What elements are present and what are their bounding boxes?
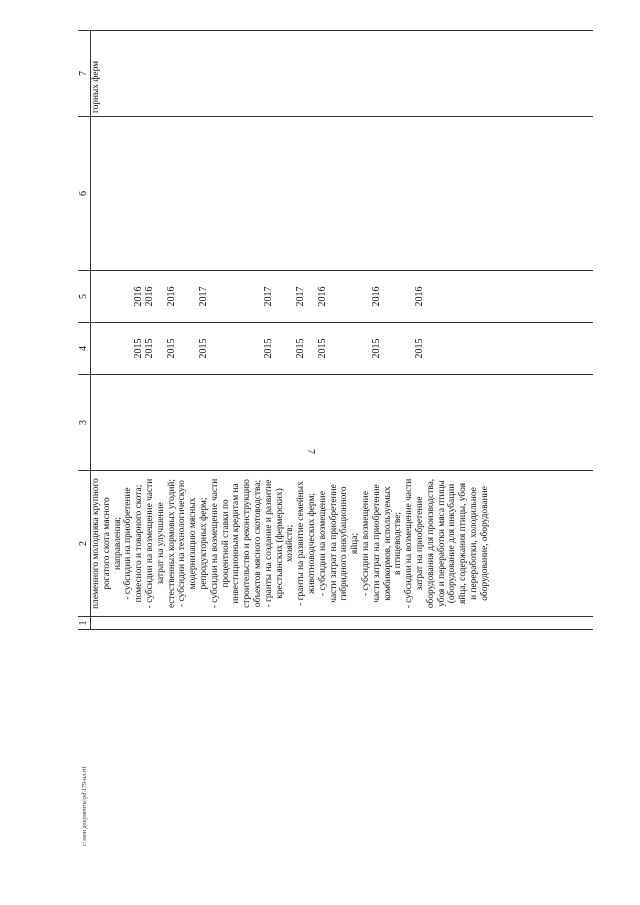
header-col-3: 3	[78, 375, 91, 470]
col-2-line: хозяйств;	[285, 524, 296, 563]
year-start: 2015	[144, 338, 155, 359]
col-3	[78, 374, 593, 470]
year-start: 2015	[370, 338, 382, 359]
col-4-body	[91, 323, 593, 374]
col-2-line: - гранты на развитие семейных	[296, 481, 307, 606]
col-2-line: гибридного инкубационного	[339, 486, 350, 601]
col-7-body	[91, 31, 593, 116]
col-2-line: яйца, содержания птицы, убоя	[458, 483, 469, 605]
year-start: 2015	[295, 338, 307, 359]
year-start: 2015	[316, 338, 328, 359]
header-col-7: 7	[78, 31, 91, 116]
col-2-line: направления;	[112, 517, 123, 571]
col-1	[78, 616, 593, 630]
header-col-4: 4	[78, 323, 91, 374]
year-end: 2016	[316, 286, 328, 307]
col-2-line: - субсидии на возмещение части	[404, 478, 415, 609]
header-col-2: 2	[78, 471, 91, 616]
header-col-6: 6	[78, 117, 91, 270]
year-end: 2016	[133, 286, 145, 307]
col-2-line: модернизацию мясных	[188, 497, 199, 590]
year-start: 2015	[165, 338, 177, 359]
col-2-line: и переработки, холодильное	[469, 487, 479, 600]
col-2	[78, 470, 593, 616]
col-2-line: в птицеводстве;	[393, 511, 404, 576]
year-start: 2015	[133, 338, 145, 359]
col-2-line: рогатого скота мясного	[101, 497, 112, 590]
col-2-line: строительство и реконструкцию	[242, 479, 253, 608]
col-2-line: - субсидии на возмещение	[361, 491, 371, 596]
col-2-line: оборудование, оборудование	[479, 486, 490, 601]
col-2-line: - субсидии на возмещение	[317, 491, 328, 596]
col-2-line: - гранты на создание и развитие	[263, 479, 274, 608]
col-2-line: объектов мясного скотоводства;	[253, 479, 263, 608]
year-end: 2016	[414, 286, 425, 307]
col-7	[78, 30, 593, 116]
header-col-5: 5	[78, 271, 91, 322]
year-end: 2016	[165, 286, 177, 307]
col-2-line: оборудования для производства,	[425, 478, 436, 609]
year-end: 2017	[198, 286, 209, 307]
col-7-text: горных ферм	[91, 60, 101, 113]
footer-path: c:\мои документы\pd\179-ил.rtf	[82, 766, 88, 846]
col-2-line: комбикормов, используемых	[382, 486, 393, 601]
year-end: 2017	[262, 286, 274, 307]
col-6	[78, 116, 593, 270]
year-end: 2017	[295, 286, 307, 307]
page-number: 7	[305, 449, 316, 454]
col-2-line: племенного молодняка крупного	[91, 478, 101, 609]
col-2-line: - субсидии на возмещение части	[145, 478, 155, 609]
year-end: 2016	[370, 286, 382, 307]
col-2-line: убоя и переработки мяса птицы	[436, 480, 447, 607]
rotated-table	[78, 30, 593, 630]
header-col-1: 1	[78, 617, 91, 629]
col-2-line: - субсидии на приобретение	[123, 487, 134, 600]
col-2-line: затрат на улучшение	[155, 502, 166, 585]
col-2-line: яйца;	[350, 532, 361, 555]
col-2-line: инвестиционным кредитам на	[231, 483, 242, 604]
col-2-line: части затрат на приобретение	[328, 484, 339, 603]
col-5-body	[91, 271, 593, 322]
col-2-line: помесного и товарного скота;	[134, 484, 145, 603]
col-2-line: - субсидии на возмещение части	[209, 478, 220, 609]
col-4	[78, 322, 593, 374]
col-2-line: (оборудование для инкубации	[447, 483, 458, 604]
year-start: 2015	[198, 338, 209, 359]
col-2-line: крестьянских (фермерских)	[274, 488, 285, 599]
col-5	[78, 270, 593, 322]
col-2-body	[91, 471, 593, 616]
col-2-line: животноводческих ферм;	[307, 493, 317, 594]
col-2-line: затрат на приобретение	[415, 496, 425, 591]
year-end: 2016	[144, 286, 155, 307]
year-start: 2015	[414, 338, 425, 359]
col-2-line: естественных кормовых угодий;	[166, 479, 177, 609]
col-2-line: репродукторных ферм;	[199, 497, 209, 590]
year-start: 2015	[262, 338, 274, 359]
col-2-line: - субсидии на технологическую	[177, 480, 188, 607]
col-2-line: части затрат на приобретение	[371, 484, 382, 603]
col-2-line: процентной ставки по	[220, 499, 231, 588]
